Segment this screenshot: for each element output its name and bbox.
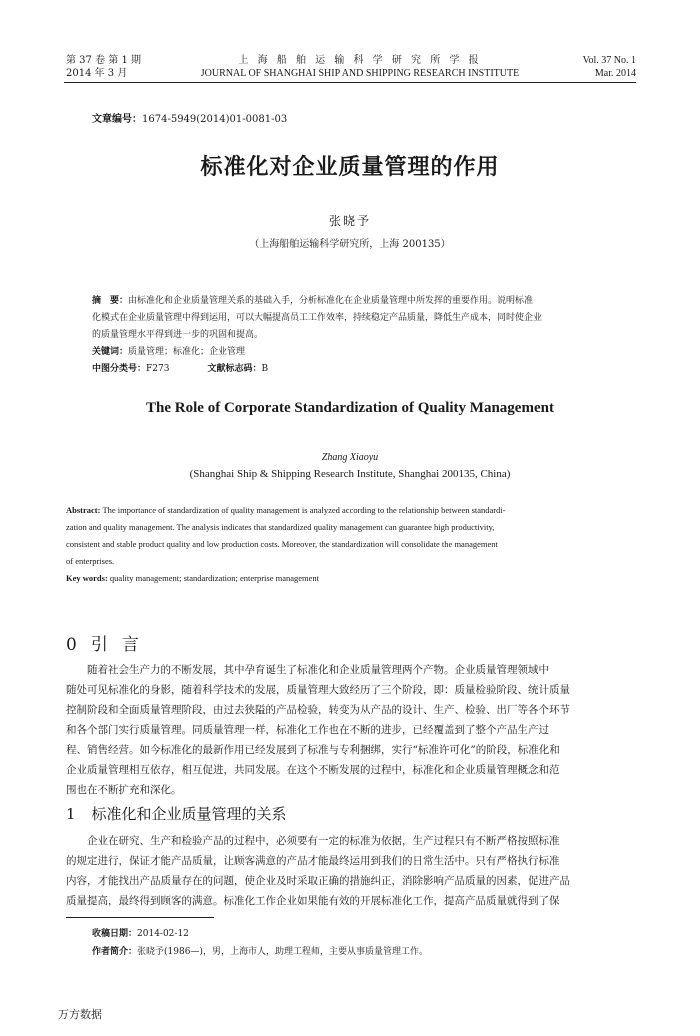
page-title-en: The Role of Corporate Standardization of Quality Management [146, 400, 554, 416]
article-number [92, 110, 287, 125]
footnote-author-bio [92, 944, 428, 957]
section-0-number: 0 [66, 635, 77, 655]
abstract-en-line: consistent and stable product quality and low production costs. Moreover, the standardization will consolidate the management [66, 539, 498, 549]
author-cn: 张晓予 [328, 214, 371, 228]
abstract-en-label: Abstract: [66, 505, 101, 515]
clc-value: F273 [146, 364, 170, 374]
affiliation-cn: （上海船舶运输科学研究所，上海 200135） [249, 239, 451, 250]
section-1-heading [66, 803, 287, 824]
section-1-title: 标准化和企业质量管理的关系 [91, 805, 287, 823]
keywords-en [66, 570, 638, 587]
abstract-cn [92, 293, 612, 378]
abstract-cn-line [92, 293, 612, 310]
section-1-paragraph [66, 831, 640, 911]
keywords-en-value: quality management; standardization; enterprise management [109, 573, 320, 583]
paragraph-line: 围也在不断扩充和深化。 [66, 784, 182, 796]
doc-code-label: 文献标志码： [207, 364, 262, 374]
article-number-value: 1674-5949(2014)01-0081-03 [142, 114, 288, 125]
keywords-cn [92, 344, 612, 361]
abstract-en [66, 502, 638, 587]
page-title-cn: 标准化对企业质量管理的作用 [200, 155, 500, 180]
wanfang-watermark: 万方数据 [58, 1008, 102, 1021]
footnote-received [92, 926, 189, 939]
received-label: 收稿日期： [92, 929, 138, 939]
abstract-cn-text: 由标准化和企业质量管理关系的基础入手，分析标准化在企业质量管理中所发挥的重要作用。说明标准 [128, 296, 534, 306]
paragraph-line: 和各个部门实行质量管理。同质量管理一样，标准化工作也在不断的进步，已经覆盖到了整个产品生产过 [66, 724, 549, 736]
paragraph-line: 的规定进行，保证才能产品质量，让顾客满意的产品才能最终运用到我们的日常生活中。只有严格执行标准 [66, 855, 560, 867]
keywords-cn-value: 质量管理；标准化；企业管理 [128, 347, 246, 357]
author-bio-label: 作者简介： [92, 947, 138, 957]
header-vol-block-en [583, 54, 636, 80]
received-date: 2014-02-12 [137, 929, 189, 939]
keywords-en-label: Key words: [66, 573, 108, 583]
section-0-title: 引言 [90, 635, 153, 655]
footnote-rule [66, 917, 214, 918]
paragraph-line: 企业在研究、生产和检验产品的过程中，必须要有一定的标准为依据，生产过程只有不断严格按照标准 [87, 835, 560, 847]
header-date: 2014 年 3 月 [66, 68, 128, 79]
header-volume-issue: 第 37 卷 第 1 期 [66, 55, 141, 66]
author-bio-text: 张晓予(1986—)，男，上海市人，助理工程师，主要从事质量管理工作。 [137, 947, 428, 957]
paragraph-line: 随处可见标准化的身影，随着科学技术的发展，质量管理大致经历了三个阶段，即：质量检验阶段、统计质量 [66, 684, 570, 696]
classification-line [92, 361, 612, 378]
section-0-heading [66, 630, 153, 655]
abstract-cn-label: 摘 要： [92, 296, 129, 306]
affiliation-en: (Shanghai Ship & Shipping Research Institute, Shanghai 200135, China) [189, 468, 511, 480]
header-volume-block [66, 54, 141, 80]
header-journal-cn: 上 海 船 舶 运 输 科 学 研 究 所 学 报 [238, 55, 482, 66]
abstract-en-line [66, 502, 638, 519]
paragraph-line: 内容，才能找出产品质量存在的问题，使企业及时采取正确的措施纠正，消除影响产品质量的因素，促进产品 [66, 875, 570, 887]
section-1-number: 1 [66, 805, 76, 823]
paragraph-line: 随着社会生产力的不断发展，其中孕育诞生了标准化和企业质量管理两个产物。企业质量管理领域中 [87, 664, 549, 676]
article-number-label: 文章编号： [92, 114, 142, 125]
header-rule [64, 82, 636, 83]
abstract-en-line: of enterprises. [66, 556, 115, 566]
header-vol-no-en: Vol. 37 No. 1 [582, 55, 636, 66]
paragraph-line: 企业质量管理相互依存，相互促进，共同发展。在这个不断发展的过程中，标准化和企业质量管理概念和范 [66, 764, 560, 776]
clc-label: 中图分类号： [92, 364, 147, 374]
paragraph-line: 质量提高，最终得到顾客的满意。标准化工作企业如果能有效的开展标准化工作，提高产品质量就得到了保 [66, 895, 560, 907]
doc-code-value: B [261, 364, 269, 374]
author-en: Zhang Xiaoyu [321, 452, 379, 463]
paragraph-line: 控制阶段和全面质量管理阶段，由过去狭隘的产品检验，转变为从产品的设计、生产、检验、出厂等各个环节 [66, 704, 570, 716]
paragraph-line: 程、销售经营。如今标准化的最新作用已经发展到了标准与专利捆绑，实行“标准许可化”的阶段，标准化和 [66, 744, 560, 756]
section-0-paragraph [66, 660, 640, 800]
abstract-cn-line: 的质量管理水平得到进一步的巩固和提高。 [92, 330, 264, 340]
header-date-en: Mar. 2014 [594, 68, 636, 79]
header-journal-block [170, 54, 550, 80]
abstract-cn-line: 化模式在企业质量管理中得到运用，可以大幅提高员工工作效率，持续稳定产品质量，降低生产成本，同时使企业 [92, 313, 543, 323]
header-journal-en: JOURNAL OF SHANGHAI SHIP AND SHIPPING RESEARCH INSTITUTE [200, 68, 520, 79]
abstract-en-line: zation and quality management. The analysis indicates that standardized quality management can guarantee high productivity, [66, 522, 495, 532]
abstract-en-text: The importance of standardization of quality management is analyzed according to the relationship between standardi- [102, 505, 506, 515]
keywords-cn-label: 关键词： [92, 347, 129, 357]
